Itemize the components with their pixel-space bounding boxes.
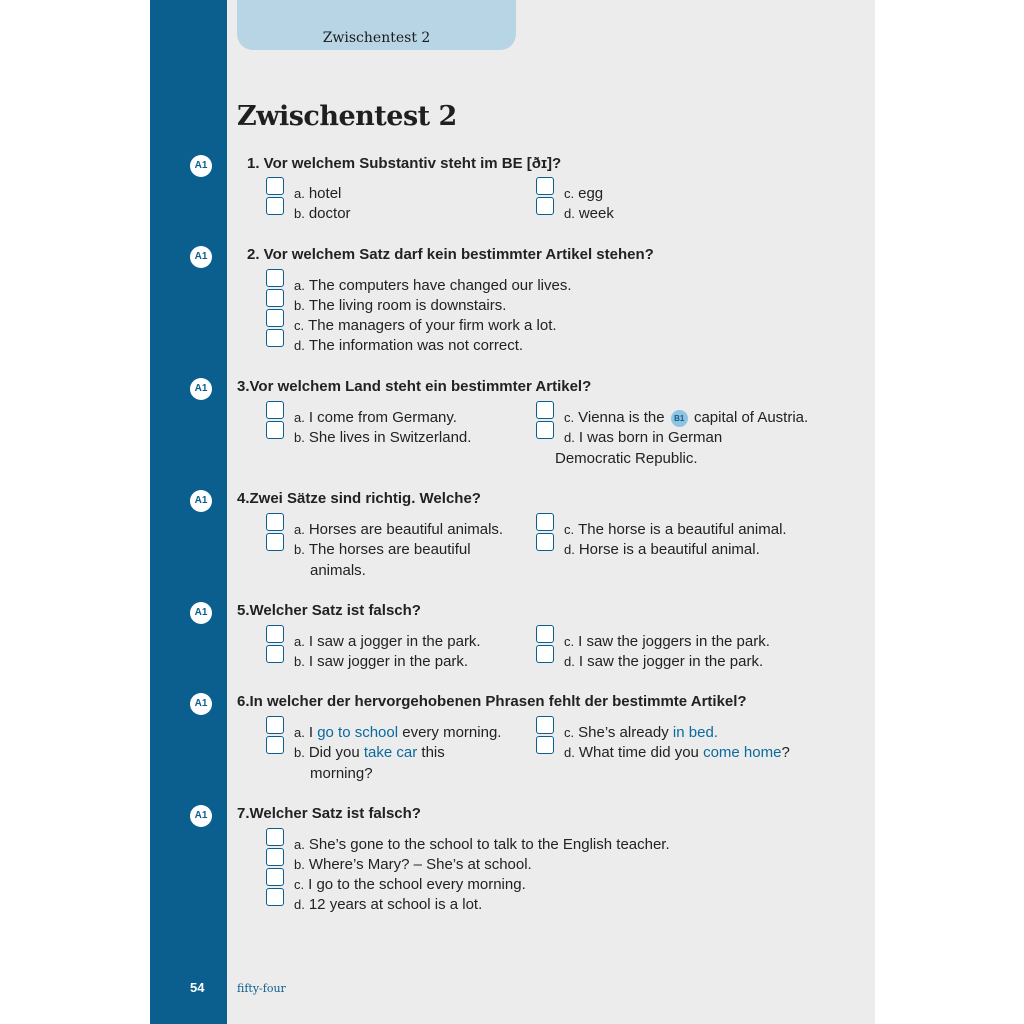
level-badge-icon: A1: [190, 155, 212, 177]
checkbox[interactable]: [266, 828, 284, 846]
checkbox[interactable]: [266, 645, 284, 663]
question-6-option-b-continued: morning?: [310, 765, 373, 782]
checkbox[interactable]: [536, 421, 554, 439]
question-1-title: 1. Vor welchem Substantiv steht im BE [ðɪ]?: [247, 155, 562, 172]
checkbox[interactable]: [536, 513, 554, 531]
checkbox[interactable]: [266, 289, 284, 307]
question-4-title: 4.Zwei Sätze sind richtig. Welche?: [237, 490, 481, 507]
checkbox[interactable]: [266, 401, 284, 419]
checkbox[interactable]: [266, 736, 284, 754]
question-3-title: 3.Vor welchem Land steht ein bestimmter Artikel?: [237, 378, 592, 395]
level-badge-icon: A1: [190, 490, 212, 512]
level-b1-badge-icon: B1: [671, 410, 688, 427]
checkbox[interactable]: [266, 848, 284, 866]
question-4-option-c[interactable]: c. The horse is a beautiful animal.: [564, 520, 787, 540]
checkbox[interactable]: [266, 888, 284, 906]
question-3-option-a[interactable]: a. I come from Germany.: [294, 408, 457, 428]
question-3-option-d[interactable]: d. I was born in German: [564, 428, 722, 448]
question-2-option-d[interactable]: d. The information was not correct.: [294, 336, 523, 356]
checkbox[interactable]: [536, 736, 554, 754]
question-2-title: 2. Vor welchem Satz darf kein bestimmter Artikel stehen?: [247, 246, 654, 263]
checkbox[interactable]: [536, 533, 554, 551]
chapter-tab-label: Zwischentest 2: [322, 30, 431, 46]
checkbox[interactable]: [266, 177, 284, 195]
question-4-option-d[interactable]: d. Horse is a beautiful animal.: [564, 540, 760, 560]
question-1-option-b[interactable]: b. doctor: [294, 204, 351, 224]
question-1-option-d[interactable]: d. week: [564, 204, 614, 224]
level-badge-icon: A1: [190, 693, 212, 715]
question-2-option-b[interactable]: b. The living room is downstairs.: [294, 296, 506, 316]
checkbox[interactable]: [266, 868, 284, 886]
checkbox[interactable]: [266, 421, 284, 439]
checkbox[interactable]: [266, 197, 284, 215]
question-3-option-c[interactable]: c. Vienna is the B1 capital of Austria.: [564, 408, 808, 428]
workbook-page: [150, 0, 875, 1024]
chapter-tab: [237, 0, 516, 50]
level-badge-icon: A1: [190, 378, 212, 400]
checkbox[interactable]: [266, 269, 284, 287]
page-title: Zwischentest 2: [237, 101, 457, 132]
level-badge-icon: A1: [190, 805, 212, 827]
question-5-option-d[interactable]: d. I saw the jogger in the park.: [564, 652, 763, 672]
checkbox[interactable]: [536, 401, 554, 419]
question-2-option-a[interactable]: a. The computers have changed our lives.: [294, 276, 572, 296]
checkbox[interactable]: [536, 625, 554, 643]
question-4-option-a[interactable]: a. Horses are beautiful animals.: [294, 520, 503, 540]
question-6-option-a[interactable]: a. I go to school every morning.: [294, 723, 501, 743]
question-2-option-c[interactable]: c. The managers of your firm work a lot.: [294, 316, 557, 336]
level-badge-icon: A1: [190, 602, 212, 624]
page-sidebar: [150, 0, 227, 1024]
question-1-option-c[interactable]: c. egg: [564, 184, 603, 204]
checkbox[interactable]: [536, 177, 554, 195]
checkbox[interactable]: [536, 197, 554, 215]
question-5-option-a[interactable]: a. I saw a jogger in the park.: [294, 632, 481, 652]
question-7-title: 7.Welcher Satz ist falsch?: [237, 805, 421, 822]
question-4-option-b[interactable]: b. The horses are beautiful: [294, 540, 471, 560]
checkbox[interactable]: [536, 716, 554, 734]
question-3-option-d-continued: Democratic Republic.: [555, 450, 698, 467]
question-6-title: 6.In welcher der hervorgehobenen Phrasen fehlt der bestimmte Artikel?: [237, 693, 747, 710]
question-6-option-c[interactable]: c. She’s already in bed.: [564, 723, 718, 743]
question-5-option-b[interactable]: b. I saw jogger in the park.: [294, 652, 468, 672]
level-badge-icon: A1: [190, 246, 212, 268]
page-number: 54: [190, 980, 205, 995]
checkbox[interactable]: [266, 513, 284, 531]
question-6-option-b[interactable]: b. Did you take car this: [294, 743, 445, 763]
question-7-option-b[interactable]: b. Where’s Mary? – She’s at school.: [294, 855, 532, 875]
question-5-title: 5.Welcher Satz ist falsch?: [237, 602, 421, 619]
question-7-option-d[interactable]: d. 12 years at school is a lot.: [294, 895, 482, 915]
question-5-option-c[interactable]: c. I saw the joggers in the park.: [564, 632, 770, 652]
checkbox[interactable]: [536, 645, 554, 663]
page-number-words: fifty-four: [237, 982, 286, 995]
checkbox[interactable]: [266, 716, 284, 734]
checkbox[interactable]: [266, 625, 284, 643]
question-7-option-c[interactable]: c. I go to the school every morning.: [294, 875, 526, 895]
question-7-option-a[interactable]: a. She’s gone to the school to talk to the English teacher.: [294, 835, 670, 855]
checkbox[interactable]: [266, 309, 284, 327]
question-3-option-b[interactable]: b. She lives in Switzerland.: [294, 428, 471, 448]
checkbox[interactable]: [266, 329, 284, 347]
question-6-option-d[interactable]: d. What time did you come home?: [564, 743, 790, 763]
checkbox[interactable]: [266, 533, 284, 551]
question-4-option-b-continued: animals.: [310, 562, 366, 579]
question-1-option-a[interactable]: a. hotel: [294, 184, 341, 204]
